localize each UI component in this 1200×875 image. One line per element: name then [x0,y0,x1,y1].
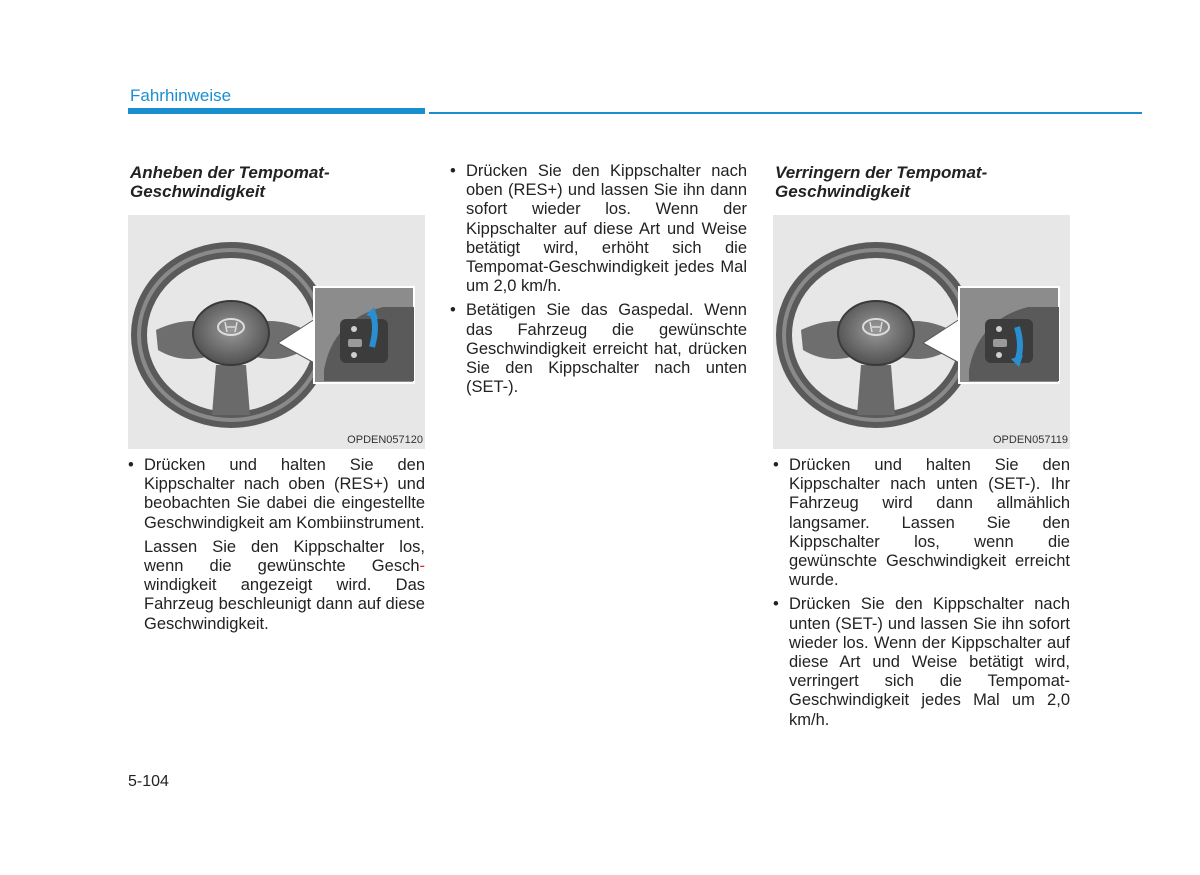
list-item: • Betätigen Sie das Gaspedal. Wenn das Fahrzeug die gewünschte Geschwindigkeit erreicht hat, drücken Sie den Kippschalter nach unten (SET-). [450,301,747,397]
header-rule-thick [128,108,425,114]
steering-wheel-illustration [773,215,1070,449]
left-body [128,456,425,639]
page-number: 5-104 [128,773,169,790]
figure-code: OPDEN057120 [347,434,423,446]
steering-wheel-illustration [128,215,425,449]
figure-steering-wheel-set [773,215,1070,449]
text-span: windigkeit angezeigt wird. Das Fahrzeug beschleunigt dann auf diese Geschwindigkeit. [144,576,425,633]
list-item: • Drücken und halten Sie den Kippschalter nach oben (RES+) und beobachten Sie dabei die eingestellte Geschwindigkeit am Kombiinstrument. [128,456,425,533]
paragraph-release [128,538,425,634]
hyphen-mark: - [419,557,425,576]
right-body [773,456,1070,735]
section-title: Fahrhinweise [130,86,232,105]
figure-steering-wheel-res [128,215,425,449]
middle-body [450,162,747,402]
heading-decrease-speed: Verringern der Tempomat-Geschwindigkeit [775,163,988,201]
figure-code: OPDEN057119 [992,434,1068,446]
header-rule-thin [429,112,1142,114]
list-item: • Drücken und halten Sie den Kippschalter nach unten (SET-). Ihr Fahrzeug wird dann allmählich langsamer. Lassen Sie den Kippschalter los, wenn die gewünschte Geschwindigkeit erreicht wurde. [773,456,1070,590]
heading-increase-speed: Anheben der Tempomat-Geschwindigkeit [130,163,330,201]
text-span: Lassen Sie den Kippschalter los, wenn die gewünschte Gesch [144,537,425,576]
list-item: • Drücken Sie den Kippschalter nach oben (RES+) und lassen Sie ihn dann sofort wieder los. Wenn der Kippschalter auf diese Art und Weise betätigt wird, erhöht sich die Tempomat-Geschwindigkeit jedes Mal um 2,0 km/h. [450,162,747,296]
list-item: • Drücken Sie den Kippschalter nach unten (SET-) und lassen Sie ihn sofort wieder los. Wenn der Kippschalter auf diese Art und Weise betätigt wird, verringert sich die Tempomat-Geschwindigkeit jedes Mal um 2,0 km/h. [773,595,1070,729]
